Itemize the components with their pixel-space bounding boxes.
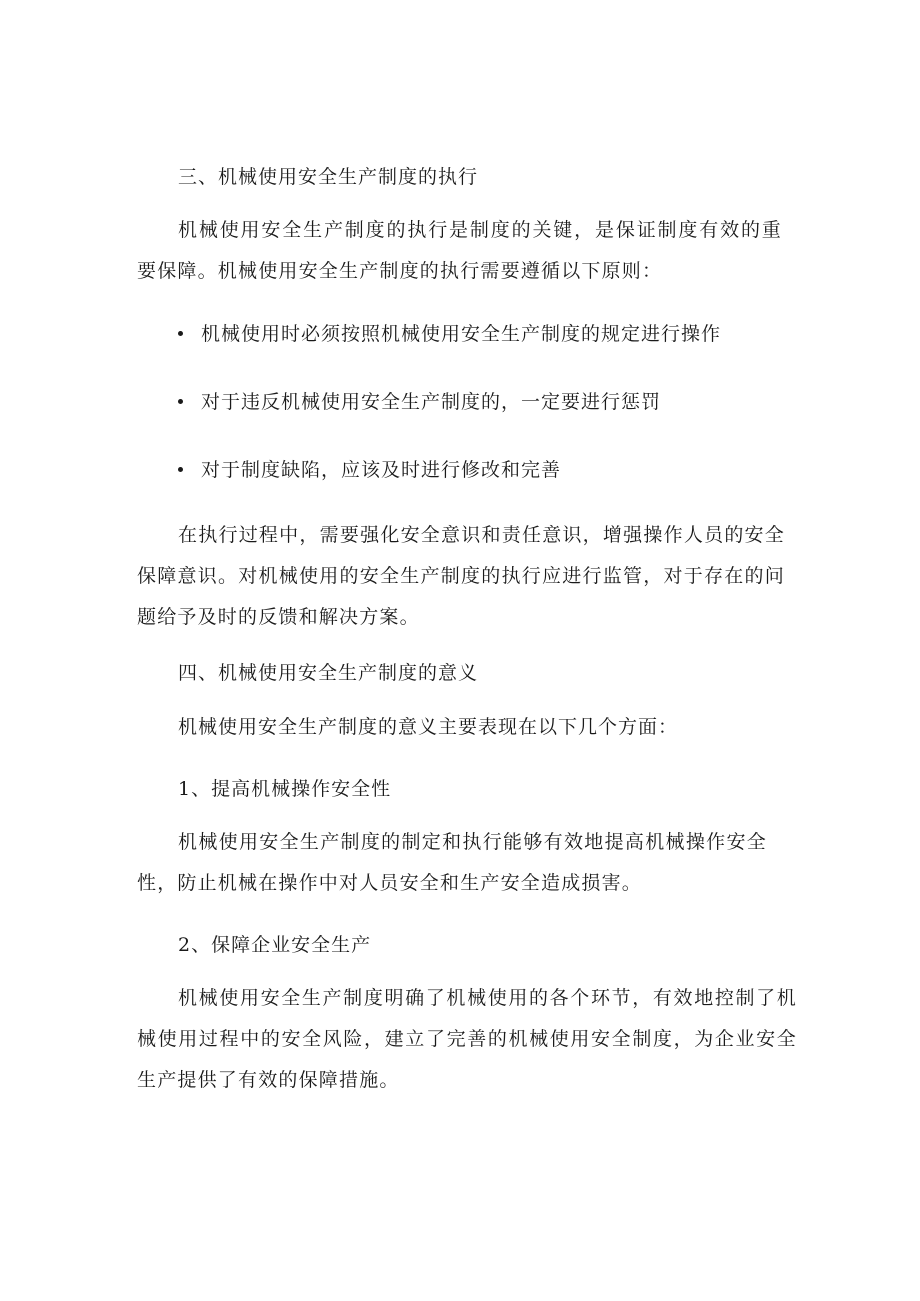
bullet-text: 对于违反机械使用安全生产制度的，一定要进行惩罚	[201, 391, 662, 413]
section-4-intro: 机械使用安全生产制度的意义主要表现在以下几个方面：	[178, 716, 679, 738]
point-2-body: 机械使用安全生产制度明确了机械使用的各个环节，有效地控制了机械使用过程中的安全风险，建立了完善的机械使用安全制度，为企业安全生产提供了有效的保障措施。	[137, 987, 797, 1091]
bullet-dot-icon	[178, 467, 183, 472]
bullet-item	[178, 388, 661, 416]
section-3-intro: 机械使用安全生产制度的执行是制度的关键，是保证制度有效的重要保障。机械使用安全生产制度的执行需要遵循以下原则：	[137, 219, 782, 282]
bullet-item	[178, 456, 561, 484]
point-1-body: 机械使用安全生产制度的制定和执行能够有效地提高机械操作安全性，防止机械在操作中对人员安全和生产安全造成损害。	[137, 831, 767, 894]
bullet-dot-icon	[178, 331, 183, 336]
bullet-text: 对于制度缺陷，应该及时进行修改和完善	[201, 459, 562, 481]
section-3-closing: 在执行过程中，需要强化安全意识和责任意识，增强操作人员的安全保障意识。对机械使用的安全生产制度的执行应进行监管，对于存在的问题给予及时的反馈和解决方案。	[137, 524, 785, 628]
bullet-dot-icon	[178, 399, 183, 404]
bullet-item	[178, 320, 721, 348]
point-2-title: 2、保障企业安全生产	[178, 934, 372, 956]
section-4-heading: 四、机械使用安全生产制度的意义	[178, 662, 479, 684]
bullet-text: 机械使用时必须按照机械使用安全生产制度的规定进行操作	[201, 323, 722, 345]
point-1-title: 1、提高机械操作安全性	[178, 778, 392, 800]
section-3-heading: 三、机械使用安全生产制度的执行	[178, 166, 479, 188]
